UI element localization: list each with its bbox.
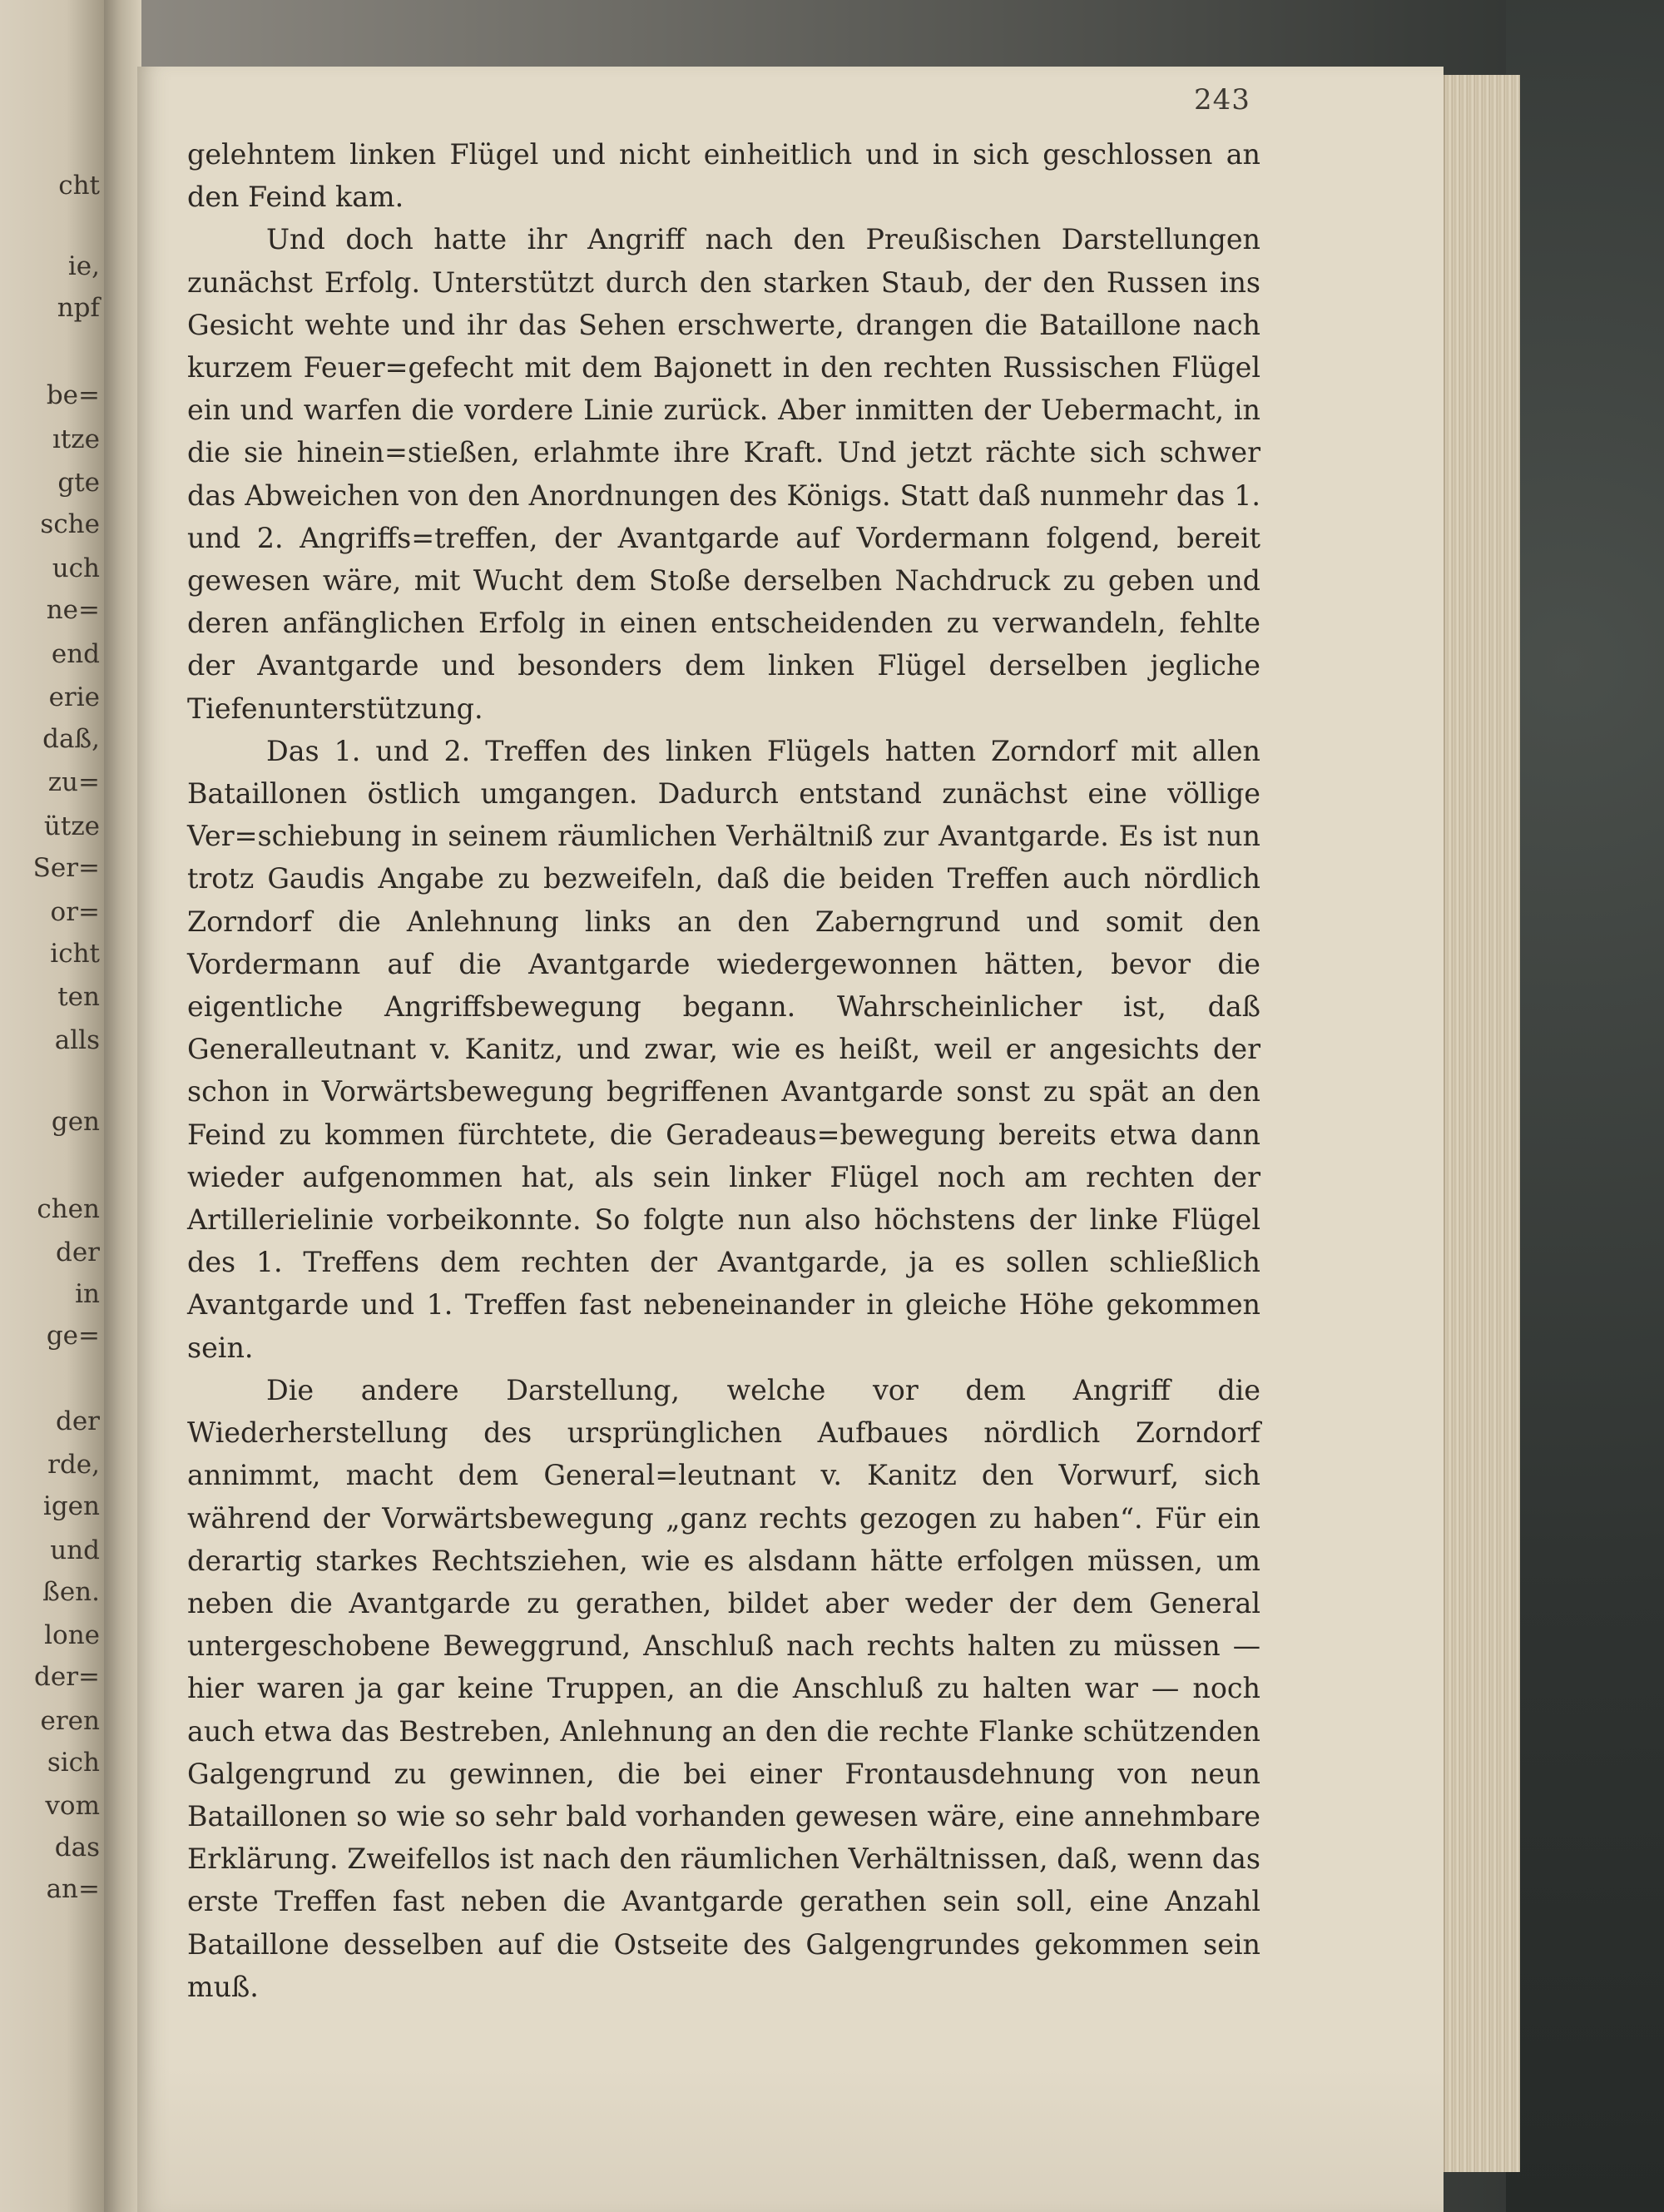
- left-fragment: ge=: [46, 1321, 100, 1351]
- left-fragment: chen: [37, 1194, 100, 1224]
- paragraph: Und doch hatte ihr Angriff nach den Preußischen Darstellungen zunächst Erfolg. Unterstützt durch den starken Staub, der den Russen ins Gesicht wehte und ihr das Sehen erschwerte, drangen die Bataillone nach kurzem Feuer=gefecht mit dem Bajonett in den rechten Russischen Flügel ein und warfen die vordere Linie zurück. Aber inmitten der Uebermacht, in die sie hinein=stießen, erlahmte ihre Kraft. Und jetzt rächte sich schwer das Abweichen von den Anordnungen des Königs. Statt daß nunmehr das 1. und 2. Angriffs=treffen, der Avantgarde auf Vordermann folgend, bereit gewesen wäre, mit Wucht dem Stoße derselben Nachdruck zu geben und deren anfänglichen Erfolg in einen entscheidenden zu verwandeln, fehlte der Avantgarde und besonders dem linken Flügel derselben jegliche Tiefenunterstützung.: [187, 223, 1260, 725]
- left-fragment: daß,: [42, 724, 100, 754]
- page-number: 243: [1194, 83, 1250, 117]
- left-fragment: Ser=: [32, 853, 100, 883]
- left-fragment: be=: [46, 380, 100, 410]
- page-stack-edge: [1444, 75, 1520, 2172]
- book-cover: [1506, 0, 1664, 2212]
- book-gutter: [104, 0, 141, 2212]
- left-fragment: gen: [51, 1107, 100, 1137]
- left-fragment: das: [54, 1833, 100, 1862]
- left-fragment: der=: [34, 1662, 100, 1692]
- left-page-edge: [0, 0, 104, 2212]
- left-fragment: der: [55, 1406, 100, 1436]
- left-fragment: end: [51, 639, 100, 669]
- left-fragment: cht: [58, 171, 100, 201]
- left-fragment: ütze: [43, 811, 100, 841]
- left-fragment: in: [75, 1279, 100, 1309]
- left-fragment: igen: [42, 1491, 100, 1521]
- body-text: [187, 133, 1260, 2008]
- page-shading: [137, 2064, 1444, 2212]
- left-fragment: or=: [50, 897, 100, 927]
- left-fragment: zu=: [47, 767, 100, 797]
- left-fragment: ne=: [46, 595, 100, 625]
- left-fragment: vom: [45, 1791, 100, 1821]
- left-fragment: erie: [48, 682, 100, 712]
- left-fragment: uch: [52, 553, 100, 583]
- left-fragment: eren: [40, 1706, 100, 1736]
- left-fragment: ie,: [67, 251, 100, 281]
- left-fragment: an=: [46, 1874, 100, 1904]
- left-fragment: gte: [57, 468, 100, 498]
- paragraph: Die andere Darstellung, welche vor dem Angriff die Wiederherstellung des ursprünglichen Aufbaues nördlich Zorndorf annimmt, macht dem General=leutnant v. Kanitz den Vorwurf, sich während der Vorwärtsbewegung „ganz rechts gezogen zu haben“. Für ein derartig starkes Rechtsziehen, wie es alsdann hätte erfolgen müssen, um neben die Avantgarde zu gerathen, bildet aber weder der dem General untergeschobene Beweggrund, Anschluß nach rechts halten zu müssen — hier waren ja gar keine Truppen, an die Anschluß zu halten war — noch auch etwa das Bestreben, Anlehnung an den die rechte Flanke schützenden Galgengrund zu gewinnen, die bei einer Frontausdehnung von neun Bataillonen so wie so sehr bald vorhanden gewesen wäre, eine annehmbare Erklärung. Zweifellos ist nach den räumlichen Verhältnissen, daß, wenn das erste Treffen fast neben die Avantgarde gerathen sein soll, eine Anzahl Bataillone desselben auf die Ostseite des Galgengrundes gekommen sein muß.: [187, 1373, 1260, 2003]
- left-fragment: ıtze: [52, 424, 100, 454]
- left-fragment: sich: [47, 1748, 100, 1778]
- left-fragment: und: [50, 1535, 100, 1565]
- left-fragment: lone: [44, 1620, 100, 1650]
- left-fragment: ten: [57, 982, 100, 1012]
- left-fragment: sche: [40, 509, 100, 539]
- left-fragment: rde,: [47, 1450, 100, 1480]
- left-fragment: npf: [57, 293, 100, 323]
- left-fragment: icht: [50, 939, 100, 969]
- left-fragment: der: [55, 1237, 100, 1267]
- paragraph: gelehntem linken Flügel und nicht einheitlich und in sich geschlossen an den Feind kam.: [187, 138, 1260, 214]
- left-fragment: alls: [54, 1025, 100, 1055]
- paragraph: Das 1. und 2. Treffen des linken Flügels hatten Zorndorf mit allen Bataillonen östlich umgangen. Dadurch entstand zunächst eine völlige Ver=schiebung in seinem räumlichen Verhältniß zur Avantgarde. Es ist nun trotz Gaudis Angabe zu bezweifeln, daß die beiden Treffen auch nördlich Zorndorf die Anlehnung links an den Zaberngrund und somit den Vordermann auf die Avantgarde wiedergewonnen hätten, bevor die eigentliche Angriffsbewegung begann. Wahrscheinlicher ist, daß Generalleutnant v. Kanitz, und zwar, wie es heißt, weil er angesichts der schon in Vorwärtsbewegung begriffenen Avantgarde sonst zu spät an den Feind zu kommen fürchtete, die Geradeaus=bewegung bereits etwa dann wieder aufgenommen hat, als sein linker Flügel noch am rechten der Artillerielinie vorbeikonnte. So folgte nun also höchstens der linke Flügel des 1. Treffens dem rechten der Avantgarde, ja es sollen schließlich Avantgarde und 1. Treffen fast nebeneinander in gleiche Höhe gekommen sein.: [187, 734, 1260, 1364]
- left-fragment: ßen.: [42, 1577, 100, 1607]
